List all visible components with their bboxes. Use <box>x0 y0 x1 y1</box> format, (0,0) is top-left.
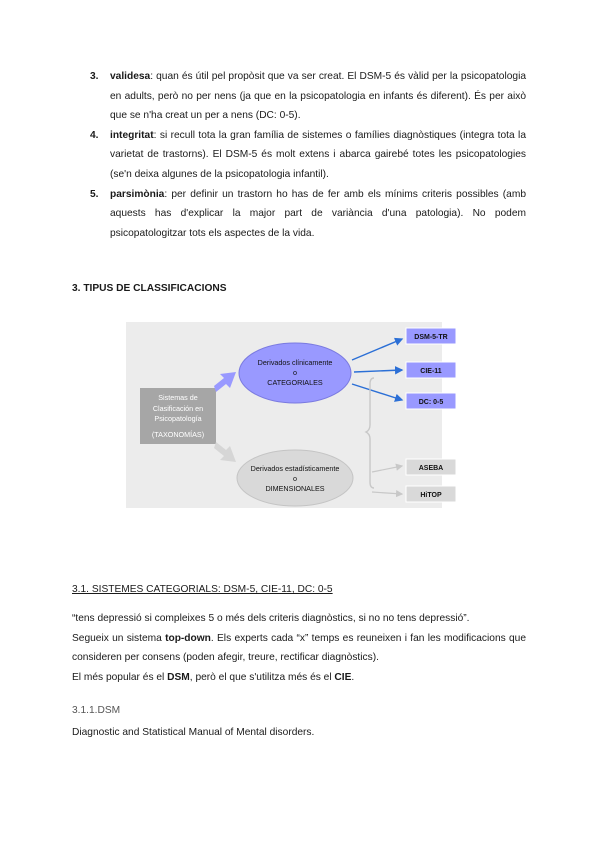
list-item <box>90 67 526 126</box>
dimensional-label: Derivados estadísticamente <box>250 464 340 473</box>
list-number: 5. <box>90 188 99 200</box>
categorical-paragraph <box>72 609 526 687</box>
hitop-label: HiTOP <box>420 492 442 499</box>
list-term: integritat <box>110 129 154 141</box>
arrow-cie <box>354 370 402 372</box>
subsection-title: 3.1. SISTEMES CATEGORIALS: DSM-5, CIE-11, DC: 0-5 <box>72 584 333 595</box>
list-item <box>90 185 526 244</box>
list-number: 3. <box>90 71 99 82</box>
categorical-label: Derivados clínicamente <box>257 358 333 367</box>
paragraph-line: El més popular és el DSM, però el que s'utilitza més és el CIE. <box>72 671 355 683</box>
dc-label: DC: 0-5 <box>418 399 444 406</box>
arrow-dsm <box>352 339 402 360</box>
list-term: parsimònia <box>110 188 165 200</box>
arrow-to-categorical <box>214 372 236 392</box>
dimensional-label: o <box>293 474 297 483</box>
list-number: 4. <box>90 129 99 141</box>
diagram-svg <box>126 322 448 508</box>
dsm-label: DSM-5-TR <box>414 334 448 341</box>
taxonomy-label: Sistemas de <box>158 393 198 402</box>
list-text: : per definir un trastorn ho has de fer amb els mínims criteris possibles (amb aquests has d'explicar la major part de variància d'una patologia). No podem psicopatologitzar tots els aspectes de la vida. <box>110 188 526 239</box>
dsm-description: Diagnostic and Statistical Manual of Mental disorders. <box>72 727 315 738</box>
cie-label: CIE-11 <box>420 368 442 375</box>
arrow-hitop <box>372 492 402 494</box>
arrow-aseba <box>372 466 402 472</box>
arrow-to-dimensional <box>214 442 236 462</box>
list-term: validesa <box>110 71 151 82</box>
aseba-label: ASEBA <box>418 465 444 472</box>
paragraph-line: Segueix un sistema top-down. Els experts cada “x” temps es reuneixen i fan les modificacions que consideren per consens (poden afegir, treure, rectificar diagnòstics). <box>72 632 526 664</box>
criteria-list <box>90 67 526 243</box>
arrow-dc <box>352 384 402 400</box>
list-text: : si recull tota la gran família de sistemes o famílies diagnòstiques (integra tota la varietat de trastorns). El DSM-5 és molt extens i abarca gairebé totes les psicopatologies (se'n deixa algunes de la psicopatologia infantil). <box>110 129 526 180</box>
subsubsection-title: 3.1.1.DSM <box>72 705 121 716</box>
taxonomy-label: Psicopatología <box>154 414 202 423</box>
categorical-label: CATEGORIALES <box>267 378 323 387</box>
dimensional-label: DIMENSIONALES <box>265 484 325 493</box>
categorical-label: o <box>293 368 297 377</box>
taxonomy-label: (TAXONOMÍAS) <box>151 430 205 439</box>
list-item <box>90 126 526 185</box>
classification-diagram <box>126 322 448 508</box>
section-title: 3. TIPUS DE CLASSIFICACIONS <box>72 283 227 294</box>
paragraph-line: “tens depressió si compleixes 5 o més dels criteris diagnòstics, si no no tens depressió”. <box>72 613 470 624</box>
list-text: : quan és útil pel propòsit que va ser creat. El DSM-5 és vàlid per la psicopatologia en adults, però no per nens (ja que en la psicopatologia en infants és diferent). És per això que se n'ha creat un per a nens (DC: 0-5). <box>110 71 526 122</box>
taxonomy-label: Clasificación en <box>152 404 204 413</box>
